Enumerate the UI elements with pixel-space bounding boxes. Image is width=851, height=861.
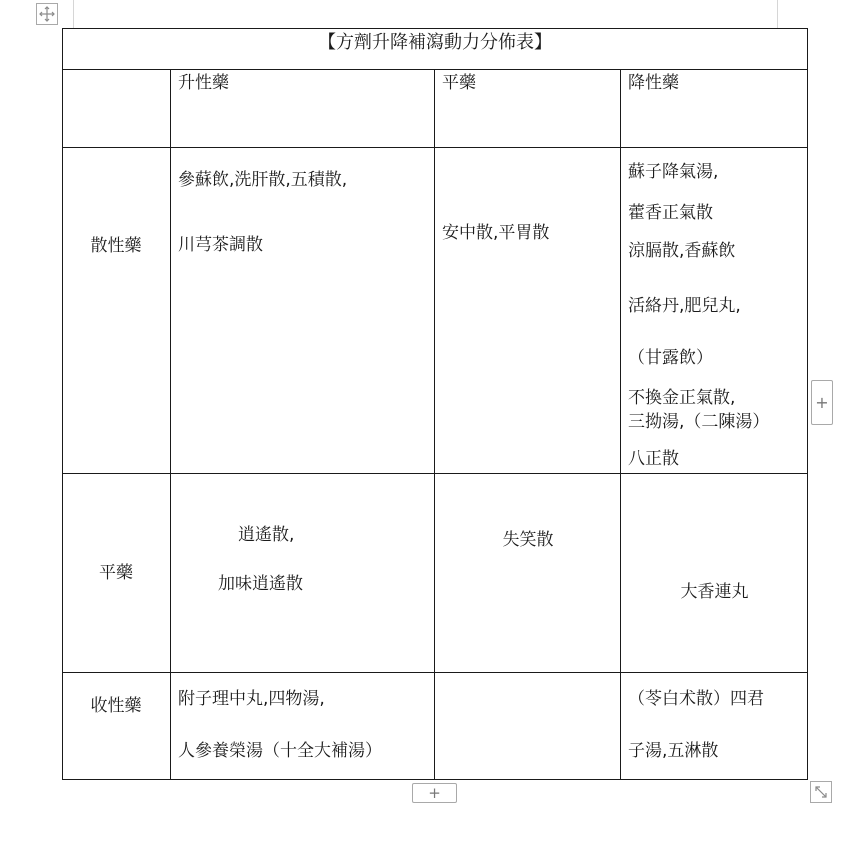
table-title: 【方劑升降補瀉動力分佈表】 [318, 32, 552, 53]
dispersing-descending-line-1: 蘇子降氣湯, [628, 162, 719, 182]
header-ascending: 升性藥 [178, 73, 229, 93]
astringent-descending-line-2: 子湯,五淋散 [628, 741, 719, 761]
dispersing-descending-line-7: 三拗湯,（二陳湯） [628, 412, 770, 432]
dispersing-descending-line-2: 藿香正氣散 [628, 203, 713, 223]
dispersing-descending-line-5: （甘露飲） [628, 348, 713, 368]
header-neutral: 平藥 [442, 73, 476, 93]
row-label-neutral: 平藥 [99, 563, 133, 583]
table-move-handle[interactable] [36, 3, 58, 25]
row-label-astringent: 收性藥 [90, 696, 142, 716]
row-label-dispersing: 散性藥 [90, 236, 142, 256]
dynamics-table [62, 28, 808, 780]
dispersing-ascending-line-2: 川芎茶調散 [178, 235, 263, 255]
page-margin-guide-right [777, 0, 778, 28]
dispersing-descending-line-3: 涼膈散,香蘇飲 [628, 241, 736, 261]
add-column-button[interactable]: + [811, 380, 833, 425]
table-resize-handle[interactable] [810, 781, 832, 803]
move-icon [37, 4, 57, 24]
header-descending: 降性藥 [628, 73, 679, 93]
dispersing-descending-line-8: 八正散 [628, 449, 679, 469]
neutral-ascending-line-2: 加味逍遙散 [218, 574, 303, 594]
dispersing-neutral-line-1: 安中散,平胃散 [442, 223, 550, 243]
dispersing-descending-line-6: 不換金正氣散, [628, 388, 736, 408]
astringent-ascending-line-2: 人參養榮湯（十全大補湯） [178, 741, 382, 761]
resize-icon [811, 782, 831, 802]
add-row-button[interactable]: + [412, 783, 457, 803]
page-margin-guide-left [73, 0, 74, 28]
dispersing-ascending-line-1: 參蘇飲,洗肝散,五積散, [178, 170, 348, 190]
neutral-descending-line-1: 大香連丸 [680, 582, 749, 602]
astringent-ascending-line-1: 附子理中丸,四物湯, [178, 689, 325, 709]
astringent-descending-line-1: （苓白术散）四君 [628, 689, 764, 709]
dispersing-descending-line-4: 活絡丹,肥兒丸, [628, 296, 741, 316]
neutral-ascending-line-1: 逍遙散, [238, 525, 295, 545]
neutral-neutral-line-1: 失笑散 [502, 530, 554, 550]
